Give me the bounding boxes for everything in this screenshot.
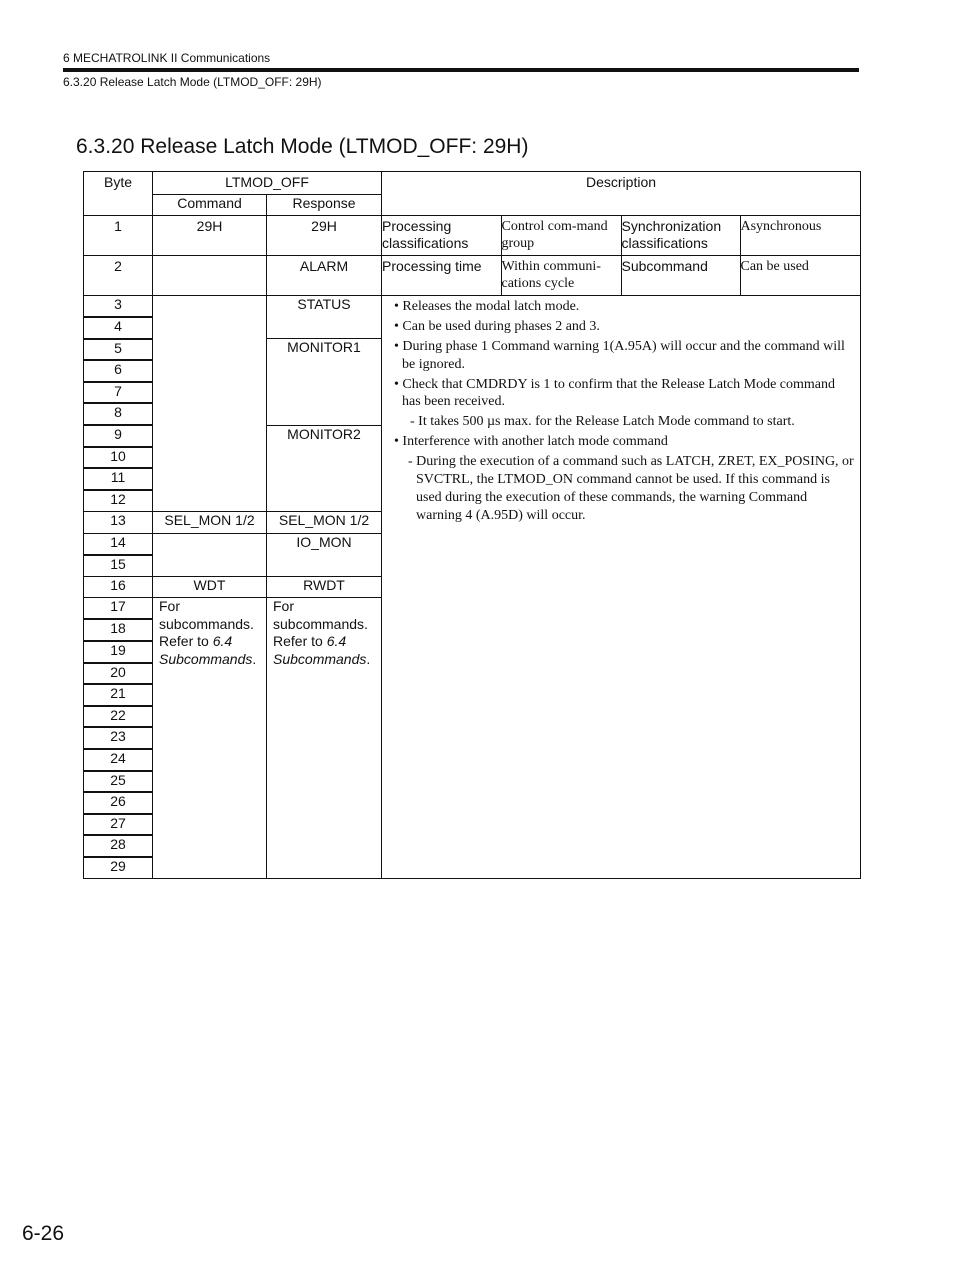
byte-cell: 2 bbox=[84, 256, 153, 296]
classification-cell bbox=[382, 216, 861, 256]
byte-cell: 29 bbox=[84, 857, 153, 879]
byte-cell: 14 bbox=[84, 533, 153, 555]
desc-sub-item: - It takes 500 µs max. for the Release Latch Mode command to start. bbox=[410, 414, 795, 430]
desc-bullet: • Can be used during phases 2 and 3. bbox=[394, 319, 600, 334]
byte-cell: 4 bbox=[84, 317, 153, 339]
byte-cell: 18 bbox=[84, 619, 153, 641]
desc-sub-item: - During the execution of a command such as LATCH, ZRET, EX_POSING, or SVCTRL, the LTMOD_ON command cannot be used. If this command is used during the execution of these commands, the warning Command warning 4 (A.95D) will occur. bbox=[408, 454, 854, 523]
byte-cell: 19 bbox=[84, 641, 153, 663]
processing-classifications-label: Processing classifications bbox=[382, 218, 469, 251]
processing-time-value: Within communi-cations cycle bbox=[501, 256, 621, 295]
byte-cell: 3 bbox=[84, 296, 153, 318]
command-cell bbox=[153, 256, 267, 296]
byte-header: Byte bbox=[84, 172, 153, 216]
subcommand-value: Can be used bbox=[740, 256, 861, 295]
byte-cell: 15 bbox=[84, 555, 153, 577]
byte-cell: 8 bbox=[84, 403, 153, 425]
byte-cell: 11 bbox=[84, 468, 153, 490]
page-number: 6-26 bbox=[22, 1222, 65, 1245]
section-title: 6.3.20 Release Latch Mode (LTMOD_OFF: 29H) bbox=[76, 135, 529, 158]
byte-cell: 16 bbox=[84, 576, 153, 598]
command-table bbox=[83, 171, 861, 879]
sel-mon-response-cell: SEL_MON 1/2 bbox=[267, 511, 382, 533]
byte-cell: 7 bbox=[84, 382, 153, 404]
byte-cell: 25 bbox=[84, 771, 153, 793]
byte-cell: 12 bbox=[84, 490, 153, 512]
byte-cell: 23 bbox=[84, 727, 153, 749]
status-cell: STATUS bbox=[267, 296, 382, 339]
rwdt-cell: RWDT bbox=[267, 576, 382, 598]
byte-cell: 10 bbox=[84, 447, 153, 469]
synchronization-classifications-label: Synchronization classifications bbox=[621, 216, 740, 255]
byte-cell: 28 bbox=[84, 835, 153, 857]
running-header-chapter: 6 MECHATROLINK II Communications bbox=[63, 51, 271, 65]
timing-cell bbox=[382, 256, 861, 296]
command-header: Command bbox=[153, 195, 267, 216]
wdt-cell: WDT bbox=[153, 576, 267, 598]
synchronization-classifications-value: Asynchronous bbox=[740, 216, 861, 255]
io-mon-cell: IO_MON bbox=[267, 533, 382, 576]
subcommand-label: Subcommand bbox=[621, 256, 740, 295]
ltmod-off-header: LTMOD_OFF bbox=[153, 172, 382, 195]
byte-cell: 13 bbox=[84, 511, 153, 533]
command-cell-empty bbox=[153, 533, 267, 576]
header-rule bbox=[63, 68, 859, 72]
byte-cell: 22 bbox=[84, 706, 153, 728]
desc-bullet: • During phase 1 Command warning 1(A.95A) will occur and the command will be ignored. bbox=[394, 339, 845, 372]
desc-bullet: • Interference with another latch mode command bbox=[394, 434, 668, 450]
command-cell: 29H bbox=[153, 216, 267, 256]
description-text bbox=[382, 296, 861, 879]
monitor1-cell: MONITOR1 bbox=[267, 339, 382, 425]
response-cell: 29H bbox=[267, 216, 382, 256]
byte-cell: 24 bbox=[84, 749, 153, 771]
byte-cell: 20 bbox=[84, 663, 153, 685]
desc-bullet: • Check that CMDRDY is 1 to confirm that the Release Latch Mode command has been received. bbox=[394, 376, 836, 410]
sel-mon-command-cell: SEL_MON 1/2 bbox=[153, 511, 267, 533]
processing-classifications-value: Control com-mand group bbox=[501, 216, 621, 255]
monitor2-cell: MONITOR2 bbox=[267, 425, 382, 511]
byte-cell: 1 bbox=[84, 216, 153, 256]
subcommand-command-cell: For subcommands. Refer to 6.4 Subcommands. bbox=[153, 598, 267, 879]
response-header: Response bbox=[267, 195, 382, 216]
byte-cell: 17 bbox=[84, 598, 153, 620]
desc-bullet: • Releases the modal latch mode. bbox=[394, 299, 580, 314]
byte-cell: 9 bbox=[84, 425, 153, 447]
byte-cell: 21 bbox=[84, 684, 153, 706]
command-cell-empty bbox=[153, 296, 267, 512]
description-header: Description bbox=[382, 172, 861, 216]
byte-cell: 26 bbox=[84, 792, 153, 814]
running-header-section: 6.3.20 Release Latch Mode (LTMOD_OFF: 29H) bbox=[63, 75, 322, 89]
byte-cell: 27 bbox=[84, 814, 153, 836]
subcommand-response-cell: For subcommands. Refer to 6.4 Subcommands. bbox=[267, 598, 382, 879]
processing-time-label: Processing time bbox=[382, 258, 482, 274]
response-cell: ALARM bbox=[267, 256, 382, 296]
byte-cell: 6 bbox=[84, 360, 153, 382]
byte-cell: 5 bbox=[84, 339, 153, 361]
